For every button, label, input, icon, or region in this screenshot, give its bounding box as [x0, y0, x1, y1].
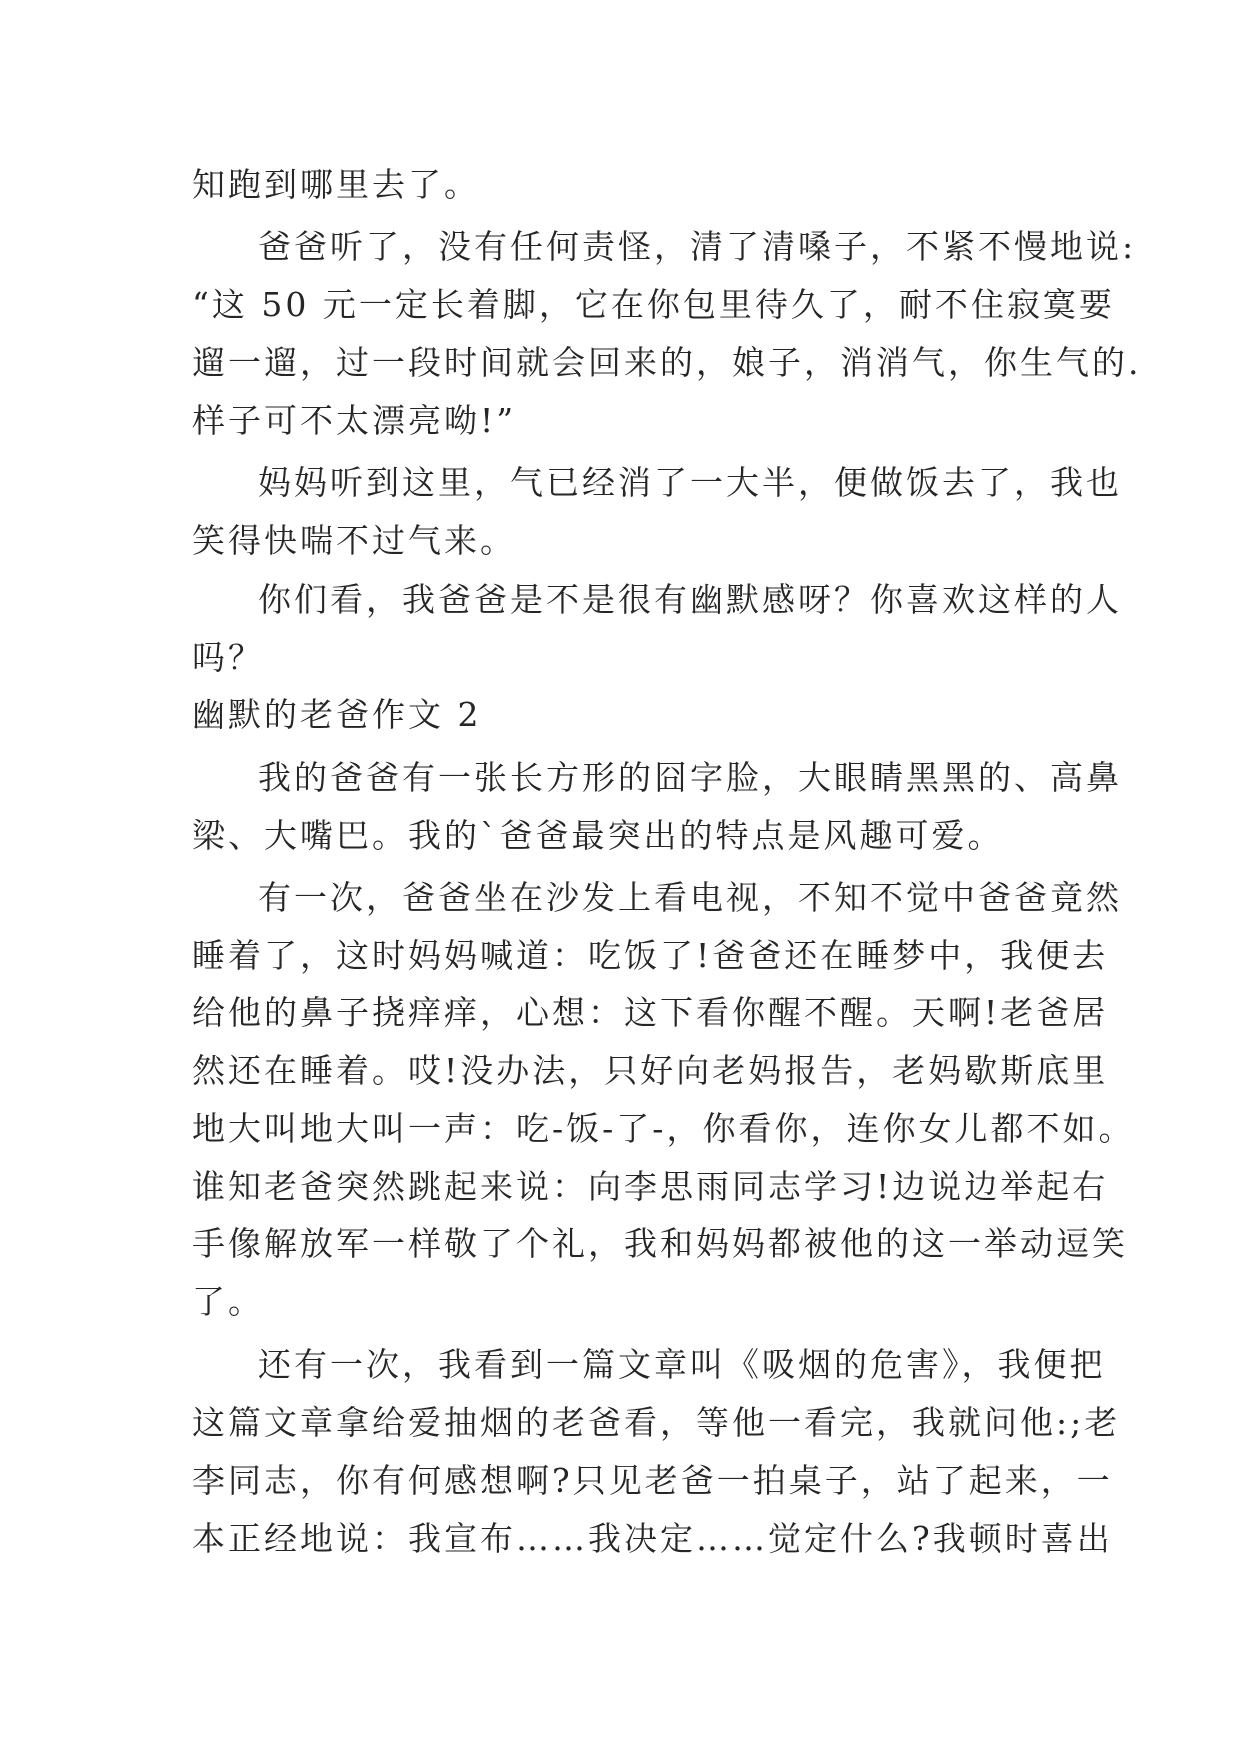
text-line: 有一次，爸爸坐在沙发上看电视，不知不觉中爸爸竟然 [258, 878, 1122, 917]
text-line: 样子可不太漂亮呦!” [192, 401, 517, 440]
text-line: 这篇文章拿给爱抽烟的老爸看，等他一看完，我就问他:;老 [192, 1403, 1121, 1442]
section-title: 幽默的老爸作文 2 [192, 695, 482, 734]
text-line: 爸爸听了，没有任何责怪，清了清嗓子，不紧不慢地说: [258, 227, 1137, 266]
text-line: 李同志，你有何感想啊?只见老爸一拍桌子，站了起来，一 [192, 1461, 1113, 1500]
text-line: 还有一次，我看到一篇文章叫《吸烟的危害》，我便把 [258, 1345, 1106, 1384]
text-line: 遛一遛，过一段时间就会回来的，娘子，消消气，你生气的. [192, 343, 1142, 382]
text-line: 睡着了，这时妈妈喊道：吃饭了!爸爸还在睡梦中，我便去 [192, 936, 1109, 975]
text-line: “这 50 元一定长着脚，它在你包里待久了，耐不住寂寞要 [192, 285, 1115, 324]
text-line: 了。 [192, 1282, 264, 1321]
text-line: 手像解放军一样敬了个礼，我和妈妈都被他的这一举动逗笑 [192, 1224, 1128, 1263]
text-line: 谁知老爸突然跳起来说：向李思雨同志学习!边说边举起右 [192, 1167, 1109, 1206]
text-line: 你们看，我爸爸是不是很有幽默感呀？你喜欢这样的人 [258, 580, 1122, 619]
text-line: 我的爸爸有一张长方形的囧字脸，大眼睛黑黑的、高鼻 [258, 758, 1122, 797]
text-line: 给他的鼻子挠痒痒，心想：这下看你醒不醒。天啊!老爸居 [192, 993, 1109, 1032]
text-line: 知跑到哪里去了。 [192, 165, 480, 204]
text-line: 笑得快喘不过气来。 [192, 521, 516, 560]
text-line: 地大叫地大叫一声：吃-饭-了-，你看你，连你女儿都不如。 [192, 1109, 1135, 1148]
text-line: 本正经地说：我宣布……我决定……觉定什么?我顿时喜出 [192, 1519, 1113, 1558]
text-line: 妈妈听到这里，气已经消了一大半，便做饭去了，我也 [258, 463, 1122, 502]
text-line: 吗？ [192, 638, 264, 677]
text-line: 然还在睡着。哎!没办法，只好向老妈报告，老妈歇斯底里 [192, 1051, 1109, 1090]
text-line: 梁、大嘴巴。我的`爸爸最突出的特点是风趣可爱。 [192, 816, 1004, 855]
